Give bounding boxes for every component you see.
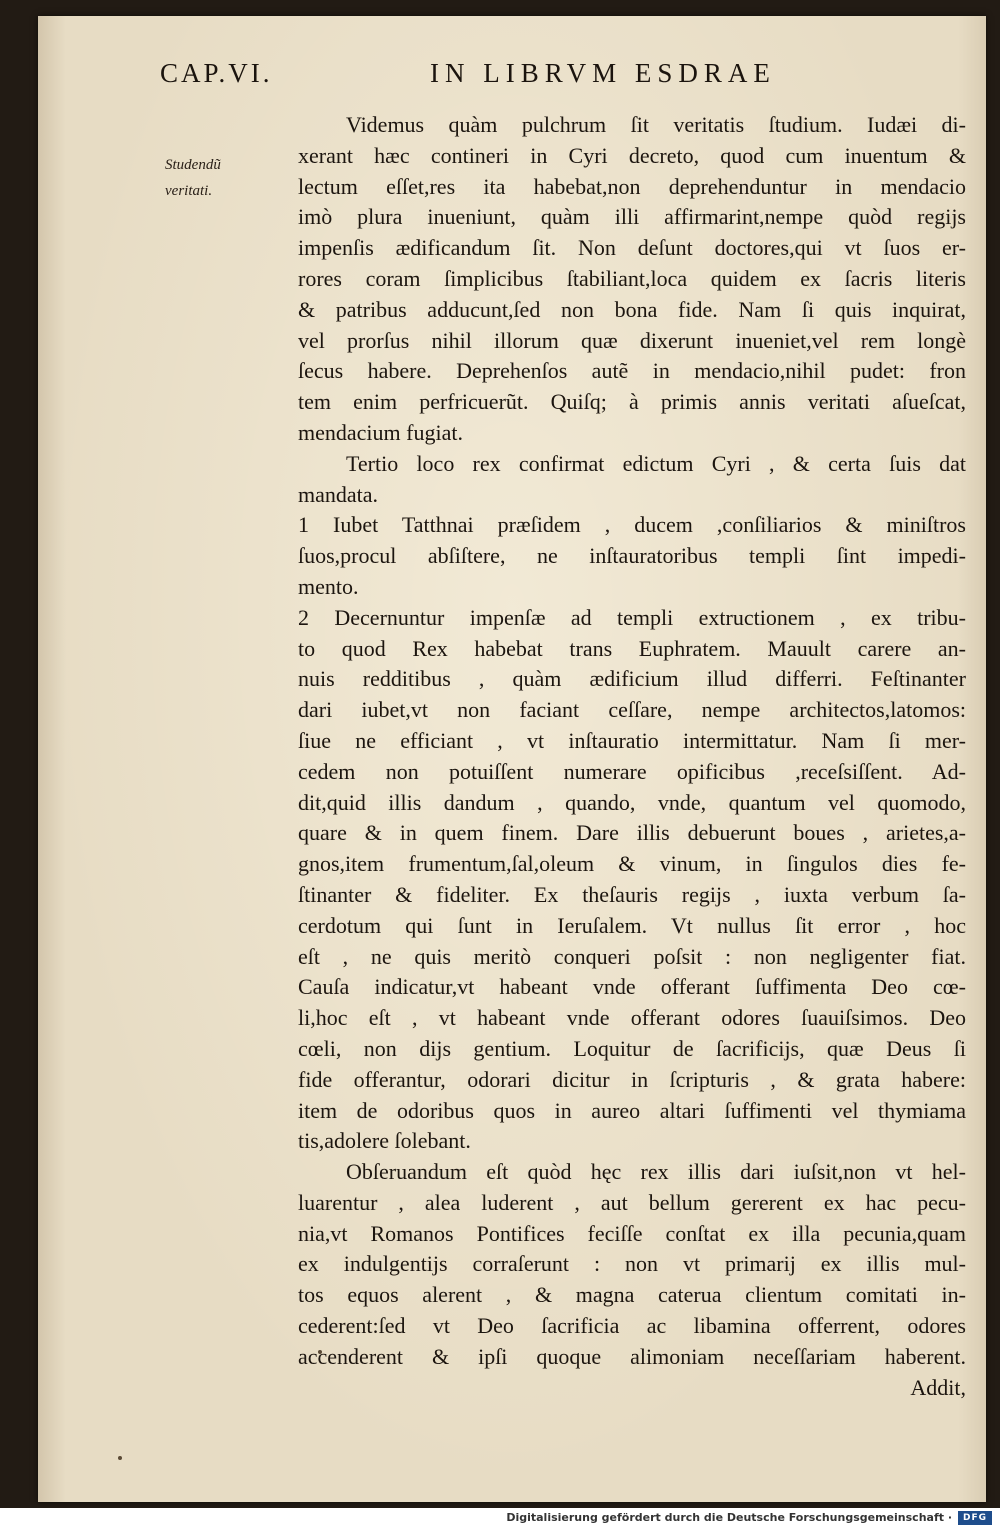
text-line: Videmus quàm pulchrum ſit veritatis ſtudium. Iudæi di- — [346, 112, 966, 137]
text-line: to quod Rex habebat trans Euphratem. Mauult carere an- — [298, 635, 966, 661]
text-line: mandata. — [298, 481, 379, 507]
text-line: Addit, — [910, 1374, 966, 1400]
page-header — [160, 58, 844, 102]
text-line: 2 Decernuntur impenſæ ad templi extructionem , ex tribu- — [298, 604, 966, 630]
funding-credit: Digitalisierung gefördert durch die Deutsche Forschungsgemeinschaft · — [506, 1511, 952, 1524]
text-line: luarentur , alea luderent , aut bellum gererent ex hac pecu- — [298, 1189, 966, 1215]
text-line: cœli, non dijs gentium. Loquitur de ſacrificijs, quæ Deus ſi — [298, 1035, 966, 1061]
text-line: xerant hæc contineri in Cyri decreto, quod cum inuentum & — [298, 142, 966, 168]
text-line: tos equos alerent , & magna caterua clientum comitati in- — [298, 1282, 966, 1308]
text-line: Cauſa indicatur,vt habeant vnde offerant ſuffimenta Deo cœ- — [298, 974, 966, 1000]
text-line: Obſeruandum eſt quòd hęc rex illis dari iuſsit,non vt hel- — [346, 1159, 966, 1185]
text-line: 1 Iubet Tatthnai præſidem , ducem ,conſiliarios & miniſtros — [298, 512, 966, 538]
text-line: ſtinanter & fideliter. Ex theſauris regijs , iuxta verbum ſa- — [298, 881, 966, 907]
text-line: vel prorſus nihil illorum quæ dixerunt inueniet,vel rem longè — [298, 327, 966, 353]
text-line: ſuos,procul abſiſtere, ne inſtauratoribus templi ſint impedi- — [298, 543, 966, 569]
text-line: impenſis ædificandum ſit. Non deſunt doctores,qui vt ſuos er- — [298, 235, 966, 261]
marginal-note-line: Studendũ — [165, 157, 221, 173]
dfg-logo: DFG — [958, 1511, 992, 1525]
text-line: li,hoc eſt , vt habeant vnde offerant odores ſuauiſsimos. Deo — [298, 1005, 966, 1031]
text-line: nia,vt Romanos Pontifices feciſſe conſtat ex illa pecunia,quam — [298, 1220, 966, 1246]
body-text — [298, 110, 966, 1403]
text-line: fide offerantur, odorari dicitur in ſcripturis , & grata habere: — [298, 1066, 966, 1092]
text-line: mento. — [298, 573, 359, 599]
text-line: dit,quid illis dandum , quando, vnde, quantum vel quomodo, — [298, 789, 966, 815]
text-line: imò plura inueniunt, quàm illi affirmarint,nempe quòd regijs — [298, 204, 966, 230]
text-line: ſecus habere. Deprehenſos autẽ in mendacio,nihil pudet: fron — [298, 358, 966, 384]
chapter-label: CAP.VI. — [160, 58, 273, 88]
text-line: tis,adolere ſolebant. — [298, 1128, 471, 1154]
text-line: cedem non potuiſſent numerare opificibus ,receſsiſſent. Ad- — [298, 758, 966, 784]
text-line: nuis redditibus , quàm ædificium illud differri. Feſtinanter — [298, 666, 966, 692]
running-title: IN LIBRVM ESDRAE — [430, 58, 776, 88]
marginal-note-line: veritati. — [165, 183, 213, 199]
ink-speck — [118, 1456, 122, 1460]
text-line: ſiue ne efficiant , vt inſtauratio intermittatur. Nam ſi mer- — [298, 727, 966, 753]
footer-bar — [0, 1508, 1000, 1529]
marginal-note — [165, 152, 280, 204]
text-line: quare & in quem finem. Dare illis debuerunt boues , arietes,a- — [298, 820, 966, 846]
text-line: accenderent & ipſi quoque alimoniam neceſſariam haberent. — [298, 1343, 966, 1369]
text-line: eſt , ne quis meritò conqueri poſsit : non negligenter fiat. — [298, 943, 966, 969]
text-line: lectum eſſet,res ita habebat,non deprehenduntur in mendacio — [298, 173, 966, 199]
text-line: cerdotum qui ſunt in Ieruſalem. Vt nullus ſit error , hoc — [298, 912, 966, 938]
text-line: cederent:ſed vt Deo ſacrificia ac libamina offerrent, odores — [298, 1313, 966, 1339]
text-line: gnos,item frumentum,ſal,oleum & vinum, in ſingulos dies fe- — [298, 851, 966, 877]
text-line: ex indulgentijs corraſerunt : non vt primarij ex illis mul- — [298, 1251, 966, 1277]
text-line: dari iubet,vt non faciant ceſſare, nempe architectos,latomos: — [298, 697, 966, 723]
text-line: tem enim perfricuerũt. Quiſq; à primis annis veritati aſueſcat, — [298, 389, 966, 415]
text-line: rores coram ſimplicibus ſtabiliant,loca quidem ex ſacris literis — [298, 265, 966, 291]
text-line: mendacium fugiat. — [298, 419, 463, 445]
text-line: Tertio loco rex confirmat edictum Cyri , & certa ſuis dat — [346, 450, 966, 476]
text-line: & patribus adducunt,ſed non bona fide. Nam ſi quis inquirat, — [298, 296, 966, 322]
text-line: item de odoribus quos in aureo altari ſuffimenti vel thymiama — [298, 1097, 966, 1123]
